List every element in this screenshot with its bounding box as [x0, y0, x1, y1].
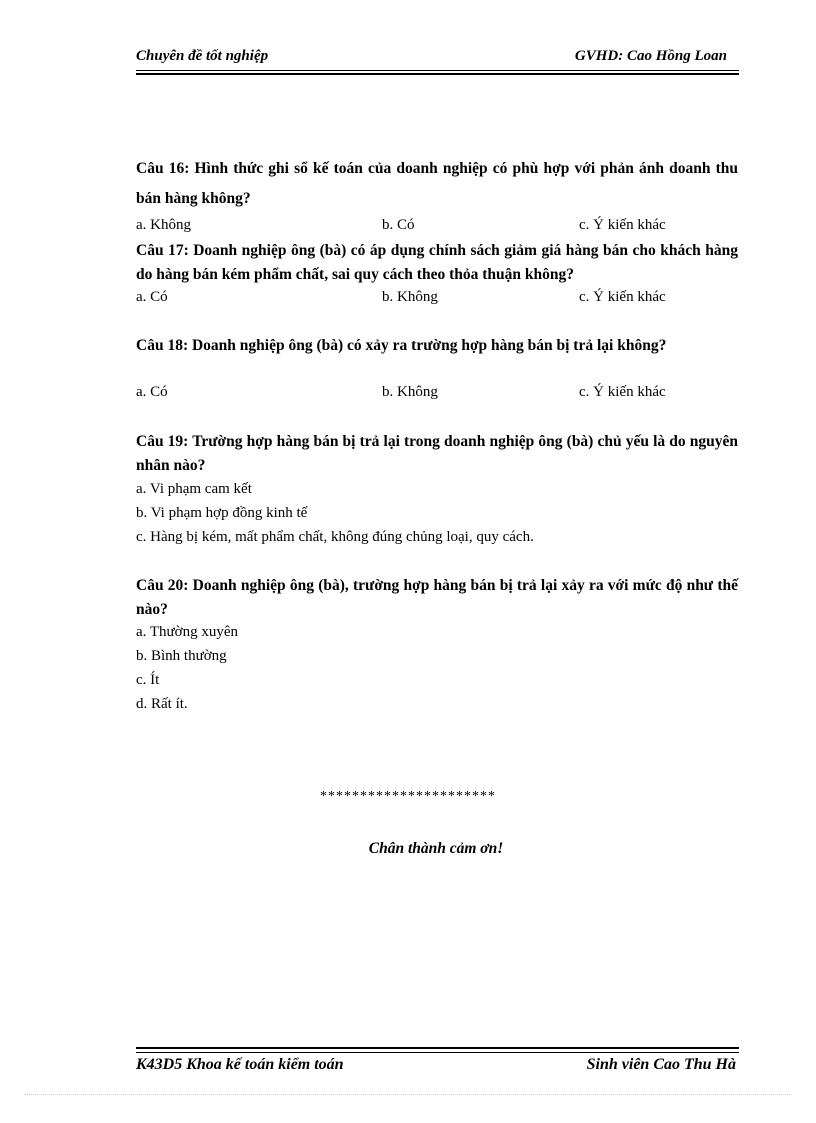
footer-class: K43D5 Khoa kế toán kiểm toán — [136, 1056, 344, 1073]
question-20: Câu 20: Doanh nghiệp ông (bà), trường hợp hàng bán bị trả lại xảy ra với mức độ như thế nào? — [136, 577, 738, 618]
header-rule-thin — [136, 70, 739, 71]
separator-stars: ********************** — [320, 789, 496, 804]
question-18-option-c: c. Ý kiến khác — [579, 384, 666, 400]
question-19-option-c: c. Hàng bị kém, mất phẩm chất, không đúng chủng loại, quy cách. — [136, 529, 534, 545]
question-18-option-b: b. Không — [382, 384, 438, 400]
question-17: Câu 17: Doanh nghiệp ông (bà) có áp dụng chính sách giảm giá hàng bán cho khách hàng do hàng bán kém phẩm chất, sai quy cách theo thỏa thuận không? — [136, 242, 738, 283]
question-20-option-d: d. Rất ít. — [136, 696, 188, 712]
page-edge-divider — [24, 1094, 792, 1095]
page-footer — [136, 1056, 736, 1078]
question-16-option-b: b. Có — [382, 217, 415, 233]
question-20-option-c: c. Ít — [136, 672, 160, 688]
question-18: Câu 18: Doanh nghiệp ông (bà) có xảy ra trường hợp hàng bán bị trả lại không? — [136, 337, 667, 354]
page-header — [136, 48, 739, 68]
question-19-option-a: a. Vi phạm cam kết — [136, 481, 252, 497]
header-title: Chuyên đề tốt nghiệp — [136, 48, 269, 64]
header-rule-thick — [136, 73, 739, 75]
footer-student: Sinh viên Cao Thu Hà — [586, 1056, 736, 1073]
footer-rule-thin — [136, 1052, 739, 1053]
question-17-option-b: b. Không — [382, 289, 438, 305]
question-16-option-a: a. Không — [136, 217, 191, 233]
question-19: Câu 19: Trường hợp hàng bán bị trả lại trong doanh nghiệp ông (bà) chủ yếu là do nguyên nhân nào? — [136, 433, 738, 474]
question-18-option-a: a. Có — [136, 384, 168, 400]
thank-you-note: Chân thành cảm ơn! — [368, 840, 504, 857]
question-17-option-c: c. Ý kiến khác — [579, 289, 666, 305]
footer-rule-thick — [136, 1047, 739, 1049]
question-20-option-b: b. Bình thường — [136, 648, 227, 664]
question-20-option-a: a. Thường xuyên — [136, 624, 239, 640]
question-16-option-c: c. Ý kiến khác — [579, 217, 666, 233]
question-16: Câu 16: Hình thức ghi sổ kế toán của doanh nghiệp có phù hợp với phản ánh doanh thu bán hàng không? — [136, 160, 738, 207]
header-supervisor: GVHD: Cao Hồng Loan — [574, 48, 727, 64]
question-19-option-b: b. Vi phạm hợp đồng kinh tế — [136, 505, 308, 521]
question-17-option-a: a. Có — [136, 289, 168, 305]
